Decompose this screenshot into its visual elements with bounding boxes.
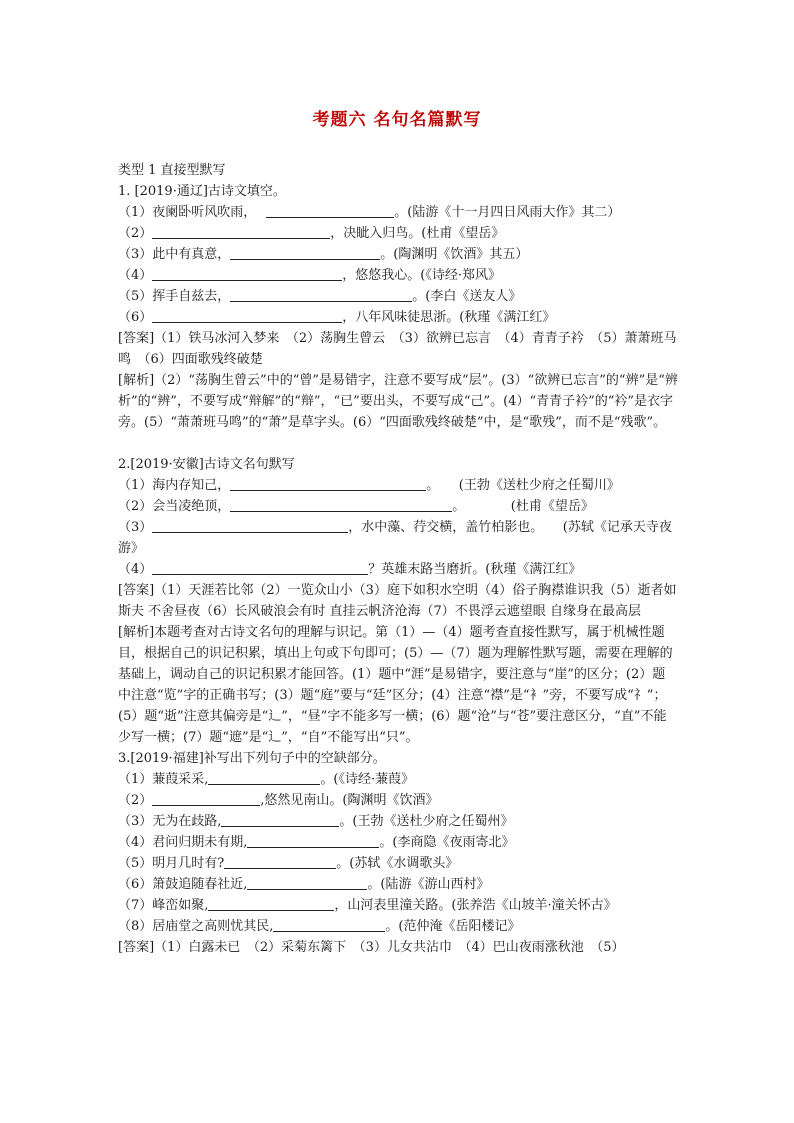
fill-blank [152, 791, 260, 806]
q3-item-8: （8）居庙堂之高则忧其民, 。(范仲淹《岳阳楼记》 [118, 919, 521, 934]
q3-answer: [答案]（1）白露未已 （2）采菊东篱下 （3）儿女共沾巾 （4）巴山夜雨涨秋池 （5） [118, 940, 625, 955]
fill-blank [230, 287, 412, 302]
q1-item-3: （3）此中有真意， 。(陶渊明《饮酒》其五） [118, 247, 529, 262]
q1-heading: 1. [2019·通辽]古诗文填空。 [118, 184, 286, 199]
q2-answer: [答案]（1）天涯若比邻（2）一览众山小（3）庭下如积水空明（4）俗子胸襟谁识我（5）逝者如斯夫 不舍昼夜（6）长风破浪会有时 直挂云帆济沧海（7）不畏浮云遮望眼 自缘身在最高层 [118, 583, 677, 619]
q1-answer: [答案]（1）铁马冰河入梦来 （2）荡胸生曾云 （3）欲辨已忘言 （4）青青子衿 （5）萧萧班马鸣 （6）四面歌残终破楚 [118, 331, 677, 367]
q1-item-6: （6） ，八年风味徒思浙。(秋瑾《满江红》 [118, 310, 556, 325]
fill-blank [152, 560, 368, 575]
fill-blank [208, 896, 334, 911]
q2-item-1: （1）海内存知己， 。 (王勃《送杜少府之任蜀川》 [118, 478, 620, 493]
q1-item-5: （5）挥手自兹去， 。(李白《送友人》 [118, 289, 522, 304]
fill-blank [230, 245, 380, 260]
fill-blank [230, 476, 426, 491]
q1-item-1: （1）夜阑卧听风吹雨， 。(陆游《十一月四日风雨大作》其二） [118, 205, 621, 220]
q2-analysis: [解析]本题考查对古诗文名句的理解与识记。第（1）—（4）题考查直接性默写，属于机械性题目，根据自己的识记积累，填出上句或下句即可；(5）—（7）题为理解性默写题，需要在理解的基础上，调动自己的识记积累才能回答。(1）题中“涯”是易错字，要注意与“崖”的区分；(2）题中注意“览”字的正确书写；(3）题“庭”要与“廷”区分；(4）注意“襟”是“衤”旁，不要写成“礻”；(5）题“逝”注意其偏旁是“辶”，“昼”字不能多写一横；(6）题“沧”与“苍”要注意区分，“直”不能少写一横；(7）题“遮”是“辶”，“自”不能写出“只”。 [118, 625, 673, 745]
fill-blank [224, 854, 336, 869]
fill-blank [266, 203, 394, 218]
fill-blank [247, 875, 367, 890]
q1-item-4: （4） ，悠悠我心。(《诗经·郑风》 [118, 268, 501, 283]
fill-blank [152, 224, 330, 239]
q1-analysis: [解析]（2）“荡胸生曾云”中的“曾”是易错字，注意不要写成“层”。(3）“欲辨已忘言”的“辨”是“辨析”的“辨”，不要写成“辩解”的“辩”，“已”要出头，不要写成“己”。(4）“青青子衿”的“衿”是衣字旁。(5）“萧萧班马鸣”的“萧”是草字头。(6）“四面歌残终破楚”中，是“歌残”，而不是“残歌”。 [118, 373, 678, 430]
fill-blank [221, 812, 339, 827]
q2-item-2: （2）会当凌绝顶， 。 (杜甫《望岳》 [118, 499, 594, 514]
fill-blank [208, 770, 320, 785]
q1-item-2: （2） ，决眦入归鸟。(杜甫《望岳》 [118, 226, 505, 241]
section-heading: 类型 1 直接型默写 [118, 163, 226, 178]
fill-blank [152, 518, 348, 533]
q2-item-3: （3） ，水中藻、荇交横，盖竹柏影也。 (苏轼《记承天寺夜游》 [118, 520, 672, 556]
fill-blank [273, 917, 385, 932]
q3-item-7: （7）峰峦如聚, ，山河表里潼关路。(张养浩《山坡羊·潼关怀古》 [118, 898, 617, 913]
q3-item-6: （6）箫鼓追随春社近, 。(陆游《游山西村》 [118, 877, 490, 892]
page-title: 考题六 名句名篇默写 [312, 110, 482, 130]
fill-blank [247, 833, 379, 848]
q3-item-1: （1）蒹葭采采, 。(《诗经·蒹葭》 [118, 772, 415, 787]
q3-item-5: （5）明月几时有? 。(苏轼《水调歌头》 [118, 856, 459, 871]
q3-item-2: （2） ,悠然见南山。(陶渊明《饮酒》 [118, 793, 439, 808]
fill-blank [152, 308, 342, 323]
document-body [118, 160, 678, 958]
q3-heading: 3.[2019·福建]补写出下列句子中的空缺部分。 [118, 751, 386, 766]
q3-item-4: （4）君问归期未有期, 。(李商隐《夜雨寄北》 [118, 835, 515, 850]
q3-item-3: （3）无为在歧路, 。(王勃《送杜少府之任蜀州》 [118, 814, 514, 829]
q2-item-4: （4） ？英雄末路当磨折。(秋瑾《满江红》 [118, 562, 582, 577]
fill-blank [230, 497, 452, 512]
q2-heading: 2.[2019·安徽]古诗文名句默写 [118, 457, 295, 472]
fill-blank [152, 266, 342, 281]
